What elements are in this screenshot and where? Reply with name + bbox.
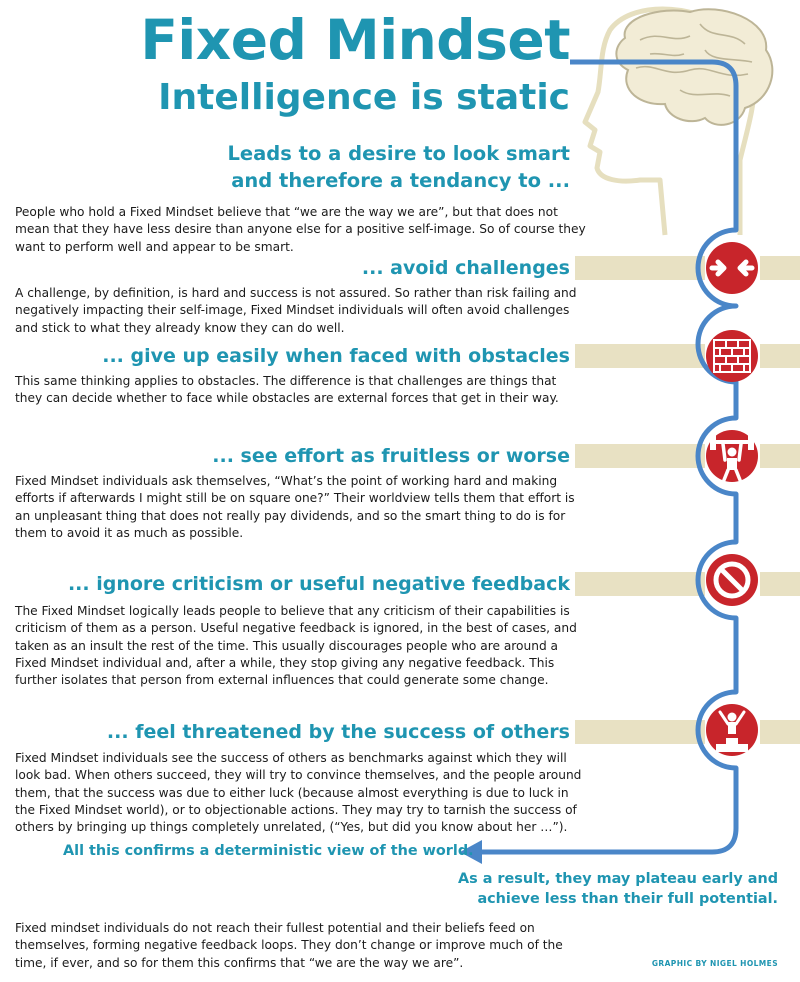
lead-text	[200, 140, 570, 194]
no-entry-icon	[706, 554, 758, 606]
section-heading-effort: ... see effort as fruitless or worse	[212, 445, 570, 467]
section-text-challenges: A challenge, by definition, is hard and success is not assured. So rather than risk failing and negatively impacting their self-image, Fixed Mindset individuals will often avoid challenges and stick to what they already know they can do well.	[15, 286, 577, 335]
section-text-success-of-others: Fixed Mindset individuals see the success of others as benchmarks against which they will look bad. When others succeed, they will try to convince themselves, and the people around them, that the success was due to either luck (because almost everything is due to luck in the Fixed Mindset world), or to objectionable actions. They may try to tarnish the success of others by bringing up things completely unrelated, (“Yes, but did you know about her …”).	[15, 751, 582, 835]
section-text-obstacles: This same thinking applies to obstacles. The difference is that challenges are things that they can decide whether to face while obstacles are external forces that get in their way.	[15, 374, 559, 406]
result-text	[458, 869, 778, 909]
result-line-2: achieve less than their full potential.	[477, 891, 778, 907]
heading-stripes	[575, 256, 800, 744]
section-heading-challenges: ... avoid challenges	[361, 257, 570, 279]
graphic-credit: GRAPHIC BY NIGEL HOLMES	[651, 959, 778, 968]
page-subtitle: Intelligence is static	[158, 77, 570, 118]
closing-paragraph: Fixed mindset individuals do not reach their fullest potential and their beliefs feed on themselves, forming negative feedback loops. They don’t change or improve much of the time, if ever, and so for them this confirms that “we are the way we are”.	[15, 921, 563, 970]
section-heading-criticism: ... ignore criticism or useful negative feedback	[67, 573, 570, 595]
section-heading-obstacles: ... give up easily when faced with obstacles	[102, 345, 570, 367]
weightlifter-icon	[706, 430, 758, 482]
brick-wall-icon	[706, 330, 758, 382]
winner-podium-icon	[706, 704, 758, 756]
conclusion-text: All this confirms a deterministic view of the world.	[63, 843, 474, 859]
section-heading-success-of-others: ... feel threatened by the success of others	[106, 721, 570, 743]
brain-icon	[616, 9, 772, 125]
intro-paragraph: People who hold a Fixed Mindset believe that “we are the way we are”, but that does not mean that they have less desire than anyone else for a positive self-image. So of course they want to perform well and appear to be smart.	[15, 205, 586, 254]
section-text-effort: Fixed Mindset individuals ask themselves, “What’s the point of working hard and making efforts if afterwards I might still be on square one?” Their worldview tells them that effort is an unpleasant thing that does not really pay dividends, and so the smart thing to do is for them to avoid it as much as possible.	[15, 474, 575, 540]
result-line-1: As a result, they may plateau early and	[457, 871, 778, 887]
section-text-criticism: The Fixed Mindset logically leads people to believe that any criticism of their capabilities is criticism of them as a person. Useful negative feedback is ignored, in the best of cases, and taken as an insult the rest of the time. This usually discourages people who are around a Fixed Mindset individual and, after a while, they stop giving any negative feedback. This further isolates that person from external influences that could generate some change.	[15, 604, 577, 688]
arrows-colliding-icon	[706, 242, 758, 294]
page-title: Fixed Mindset	[140, 8, 570, 72]
lead-line-2: and therefore a tendancy to ...	[231, 169, 570, 192]
lead-line-1: Leads to a desire to look smart	[227, 142, 570, 165]
